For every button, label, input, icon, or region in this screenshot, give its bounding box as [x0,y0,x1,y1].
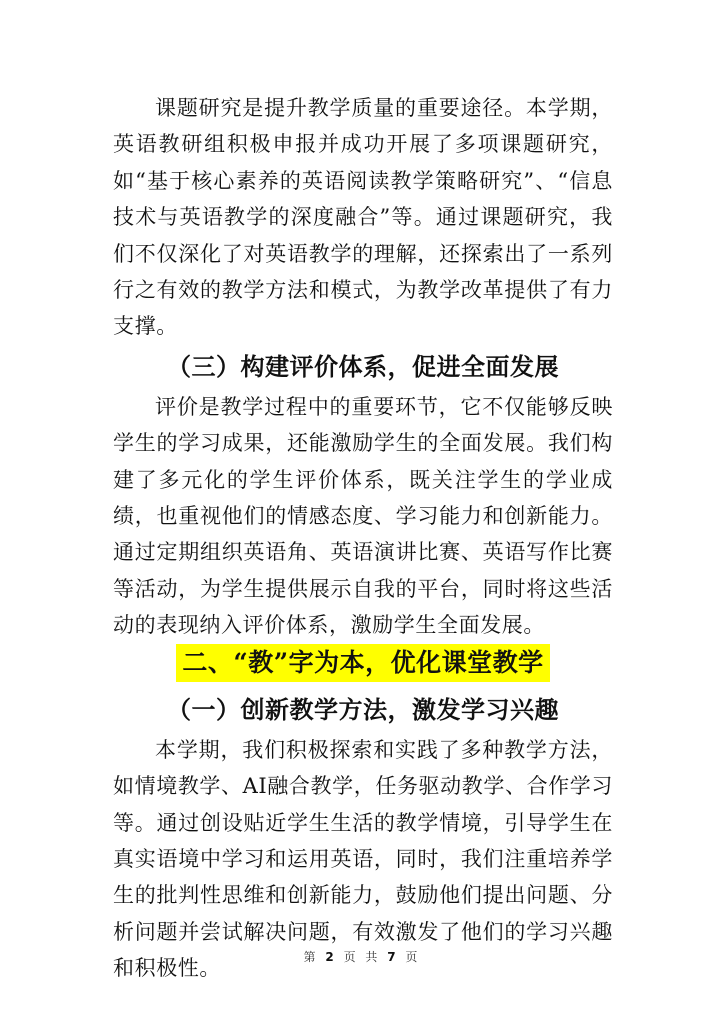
footer-suffix: 页 [405,950,421,964]
page-footer [0,948,724,965]
section-heading-evaluation: （三）构建评价体系，促进全面发展 [167,351,559,381]
footer-page-number: 2 [325,950,337,964]
page-content [113,90,613,987]
part-heading-teaching: 二、“教”字为本，优化课堂教学 [176,644,549,682]
paragraph-research: 课题研究是提升教学质量的重要途径。本学期，英语教研组积极申报并成功开展了多项课题研究，如“基于核心素养的英语阅读教学策略研究”、“信息技术与英语教学的深度融合”等。通过课题研究，我们不仅深化了对英语教学的理解，还探索出了一系列行之有效的教学方法和模式，为教学改革提供了有力支撑。 [113,96,613,339]
section-heading-methods: （一）创新教学方法，激发学习兴趣 [167,694,559,724]
footer-prefix: 第 [303,950,319,964]
paragraph-methods: 本学期，我们积极探索和实践了多种教学方法，如情境教学、AI融合教学，任务驱动教学、合作学习等。通过创设贴近学生生活的教学情境，引导学生在真实语境中学习和运用英语，同时，我们注重培养学生的批判性思维和创新能力，鼓励他们提出问题、分析问题并尝试解决问题，有效激发了他们的学习兴趣和积极性。 [113,737,613,981]
footer-middle: 页 共 [343,950,381,964]
paragraph-evaluation: 评价是教学过程中的重要环节，它不仅能够反映学生的学习成果，还能激励学生的全面发展。我们构建了多元化的学生评价体系，既关注学生的学业成绩，也重视他们的情感态度、学习能力和创新能力。通过定期组织英语角、英语演讲比赛、英语写作比赛等活动，为学生提供展示自我的平台，同时将这些活动的表现纳入评价体系，激励学生全面发展。 [113,394,613,638]
footer-total-pages: 7 [387,950,399,964]
part-heading-wrapper [113,644,613,688]
